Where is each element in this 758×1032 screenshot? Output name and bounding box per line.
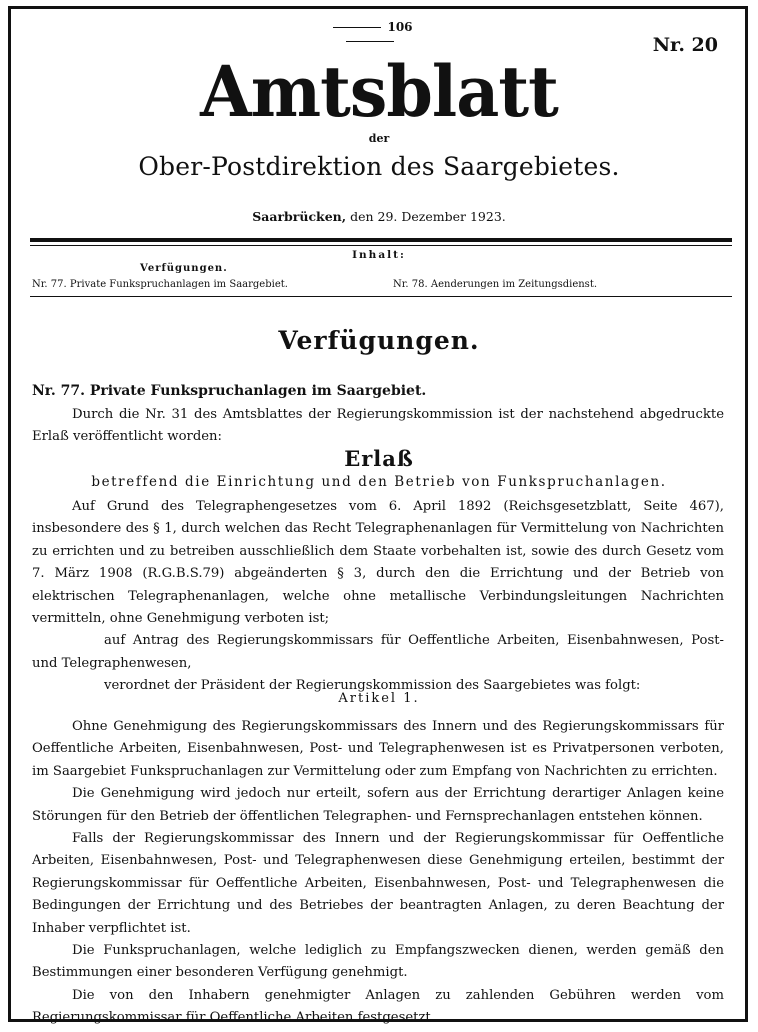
contents-rule [30, 296, 732, 297]
header-rule-thin [30, 245, 732, 246]
dateline-date: den 29. Dezember 1923. [350, 209, 506, 224]
paragraph-2: Die Genehmigung wird jedoch nur erteilt, sofern aus der Errichtung derartiger Anlagen keine Störungen für den Betrieb der öffentlichen Telegraphen- und Fernsprechanlagen entstehen können. [32, 786, 724, 824]
issue-number: Nr. 20 [652, 34, 718, 56]
contents-item-77: Nr. 77. Private Funkspruchanlagen im Saargebiet. [32, 279, 288, 290]
contents-section: Verfügungen. [140, 263, 228, 274]
header-rule-thick [30, 238, 732, 242]
contents-item-78: Nr. 78. Aenderungen im Zeitungsdienst. [393, 279, 598, 290]
preamble-text: Auf Grund des Telegraphengesetzes vom 6. April 1892 (Reichsgesetzblatt, Seite 467), insbesondere des § 1, durch welchen das Recht Telegraphenanlagen für Vermittelung von Nachrichten zu errichten und zu betreiben ausschließlich dem Staate vorbehalten ist, sowie des durch Gesetz vom 7. März 1908 (R.G.B.S.79) abgeänderten § 3, durch den die Errichtung und der Betrieb von elektrischen Telegraphenanlagen, welche ohne metallische Verbindungsleitungen Nachrichten vermitteln, ohne Genehmigung verboten ist; [32, 499, 724, 627]
preamble-block [32, 496, 724, 698]
masthead-title: Amtsblatt [200, 50, 558, 133]
erlass-heading: Erlaß [344, 446, 414, 471]
masthead-authority: Ober-Postdirektion des Saargebietes. [138, 152, 620, 181]
intro-paragraph [32, 404, 724, 449]
verordnet-text: verordnet der Präsident der Regierungskommission des Saargebietes was folgt: [104, 678, 641, 694]
dateline [0, 209, 758, 224]
page-number: 106 [300, 20, 440, 48]
dateline-place: Saarbrücken, [252, 209, 347, 224]
paragraph-5: Die von den Inhabern genehmigter Anlagen zu zahlenden Gebühren werden vom Regierungskommissar für Oeffentliche Arbeiten festgesetzt. [32, 987, 724, 1026]
paragraph-1: Ohne Genehmigung des Regierungskommissars des Innern und des Regierungskommissars für Oeffentliche Arbeiten, Eisenbahnwesen, Post- und Telegraphenwesen ist es Privatpersonen verboten, im Saargebiet Funkspruchanlagen zur Vermittelung oder zum Empfang von Nachrichten zu errichten. [32, 719, 724, 779]
section-heading: Verfügungen. [278, 326, 480, 355]
articles-block [32, 716, 724, 1030]
antrag-text: auf Antrag des Regierungskommissars für Oeffentliche Arbeiten, Eisenbahnwesen, Post- und Telegraphenwesen, [32, 633, 724, 671]
intro-text: Durch die Nr. 31 des Amtsblattes der Regierungskommission ist der nachstehend abgedruckte Erlaß veröffentlicht worden: [32, 407, 724, 445]
artikel-heading: Artikel 1. [338, 691, 420, 706]
erlass-subtitle: betreffend die Einrichtung und den Betrieb von Funkspruchanlagen. [91, 474, 667, 490]
paragraph-4: Die Funkspruchanlagen, welche lediglich zu Empfangszwecken dienen, werden gemäß den Bestimmungen einer besonderen Verfügung genehmigt. [32, 943, 724, 981]
paragraph-3: Falls der Regierungskommissar des Innern und der Regierungskommissar für Oeffentliche Arbeiten, Eisenbahnwesen, Post- und Telegraphenwesen diese Genehmigung erteilen, bestimmt der Regierungskommissar für Oeffentliche Arbeiten, Eisenbahnwesen, Post- und Telegraphenwesen die Bedingungen der Errichtung und des Betriebes der beantragten Anlagen, zu deren Beachtung der Inhaber verpflichtet ist. [32, 831, 724, 936]
contents-heading: Inhalt: [352, 249, 406, 261]
article-title: Nr. 77. Private Funkspruchanlagen im Saargebiet. [32, 383, 427, 399]
masthead-der: der [368, 132, 390, 145]
